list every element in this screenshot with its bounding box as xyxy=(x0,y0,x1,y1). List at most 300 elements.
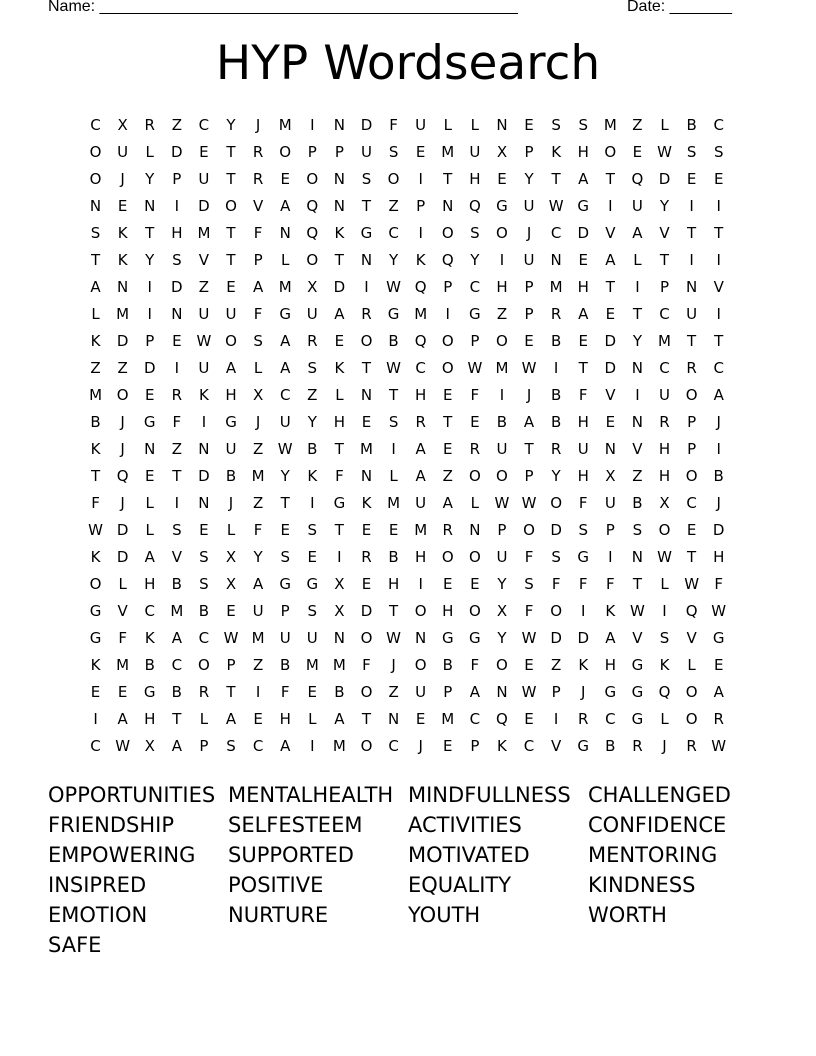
word-list-item: FRIENDSHIP xyxy=(48,813,174,837)
grid-letter: S xyxy=(307,521,318,539)
grid-letter: H xyxy=(225,386,237,404)
grid-letter: L xyxy=(281,251,290,269)
grid-letter: W xyxy=(277,440,293,458)
word-list-item: NURTURE xyxy=(228,903,329,927)
grid-letter: J xyxy=(120,440,125,458)
grid-letter: I xyxy=(716,440,721,458)
grid-letter: O xyxy=(441,548,454,566)
grid-letter: K xyxy=(361,494,372,512)
grid-letter: U xyxy=(686,305,698,323)
grid-letter: Q xyxy=(441,251,454,269)
grid-letter: B xyxy=(686,116,697,134)
grid-letter: F xyxy=(253,224,263,242)
grid-letter: U xyxy=(279,629,291,647)
grid-letter: O xyxy=(198,656,210,674)
grid-letter: Z xyxy=(496,305,508,323)
grid-letter: K xyxy=(199,386,209,404)
grid-letter: K xyxy=(551,143,562,161)
grid-letter: X xyxy=(117,116,128,134)
grid-letter: N xyxy=(198,494,210,512)
grid-letter: Q xyxy=(685,602,698,620)
grid-letter: T xyxy=(687,224,697,242)
grid-letter: S xyxy=(307,602,318,620)
grid-letter: S xyxy=(659,629,670,647)
grid-letter: O xyxy=(468,467,481,485)
grid-letter: R xyxy=(632,737,643,755)
grid-letter: D xyxy=(604,359,617,377)
grid-letter: L xyxy=(470,116,480,134)
grid-letter: G xyxy=(89,629,102,647)
grid-letter: O xyxy=(496,332,508,350)
grid-letter: P xyxy=(443,683,453,701)
grid-letter: H xyxy=(279,710,291,728)
grid-letter: I xyxy=(689,197,694,215)
grid-letter: P xyxy=(280,602,290,620)
grid-letter: T xyxy=(90,467,101,485)
grid-letter: S xyxy=(470,224,480,242)
grid-letter: I xyxy=(310,737,315,755)
grid-letter: T xyxy=(226,683,236,701)
grid-letter: D xyxy=(333,278,346,296)
grid-letter: H xyxy=(415,548,427,566)
grid-letter: R xyxy=(361,305,372,323)
grid-letter: N xyxy=(333,116,345,134)
grid-letter: R xyxy=(686,737,697,755)
grid-letter: L xyxy=(199,710,209,728)
grid-letter: E xyxy=(524,656,534,674)
grid-letter: I xyxy=(337,548,342,566)
grid-letter: F xyxy=(335,467,344,485)
grid-letter: N xyxy=(442,197,454,215)
grid-letter: E xyxy=(713,656,724,674)
grid-letter: H xyxy=(469,170,481,188)
grid-letter: A xyxy=(225,710,237,728)
grid-letter: C xyxy=(550,224,562,242)
grid-letter: A xyxy=(171,629,182,647)
grid-letter: D xyxy=(658,170,671,188)
grid-letter: N xyxy=(360,386,373,404)
grid-letter: Z xyxy=(252,656,264,674)
grid-letter: B xyxy=(334,683,345,701)
grid-letter: F xyxy=(470,656,480,674)
grid-letter: W xyxy=(521,629,537,647)
grid-letter: R xyxy=(307,332,318,350)
grid-letter: N xyxy=(496,116,508,134)
grid-letter: B xyxy=(605,737,616,755)
word-list-item: YOUTH xyxy=(408,903,481,927)
grid-letter: O xyxy=(360,737,373,755)
grid-letter: X xyxy=(605,467,616,485)
word-list-item: WORTH xyxy=(588,903,667,927)
grid-letter: E xyxy=(713,170,724,188)
grid-letter: F xyxy=(470,386,480,404)
grid-letter: M xyxy=(387,494,401,512)
grid-letter: E xyxy=(117,683,128,701)
grid-letter: U xyxy=(198,359,210,377)
grid-letter: R xyxy=(578,710,589,728)
grid-letter: G xyxy=(333,494,346,512)
grid-letter: P xyxy=(524,305,534,323)
grid-letter: N xyxy=(415,629,427,647)
grid-letter: D xyxy=(198,467,210,485)
grid-letter: O xyxy=(279,143,292,161)
grid-letter: E xyxy=(361,575,372,593)
grid-letter: Q xyxy=(414,332,427,350)
date-line: Date: _______ xyxy=(627,0,732,15)
grid-letter: H xyxy=(577,143,589,161)
grid-letter: Z xyxy=(171,440,182,458)
grid-letter: I xyxy=(364,278,369,296)
grid-letter: K xyxy=(605,602,616,620)
grid-letter: U xyxy=(604,494,616,512)
grid-letter: T xyxy=(443,413,453,431)
grid-letter: D xyxy=(712,521,725,539)
grid-letter: M xyxy=(414,305,428,323)
grid-letter: T xyxy=(578,359,588,377)
grid-letter: T xyxy=(172,467,182,485)
grid-letter: O xyxy=(89,575,102,593)
grid-letter: N xyxy=(333,197,345,215)
grid-letter: U xyxy=(496,548,508,566)
grid-letter: A xyxy=(578,170,589,188)
grid-letter: H xyxy=(577,413,589,431)
grid-letter: B xyxy=(171,683,182,701)
grid-letter: P xyxy=(199,737,209,755)
grid-letter: N xyxy=(171,305,183,323)
grid-letter: I xyxy=(201,413,207,431)
grid-letter: V xyxy=(713,278,724,296)
grid-letter: J xyxy=(228,494,234,512)
grid-letter: W xyxy=(386,278,401,296)
grid-letter: T xyxy=(714,224,724,242)
grid-letter: U xyxy=(469,143,481,161)
grid-letter: L xyxy=(470,494,480,512)
grid-letter: T xyxy=(524,440,534,458)
word-list-item: EQUALITY xyxy=(408,873,512,897)
grid-letter: M xyxy=(495,359,509,377)
grid-letter: F xyxy=(714,575,724,593)
grid-letter: A xyxy=(280,737,291,755)
grid-letter: D xyxy=(550,629,562,647)
grid-letter: K xyxy=(497,737,507,755)
word-list-item: POSITIVE xyxy=(228,873,324,897)
grid-letter: C xyxy=(415,359,426,377)
grid-letter: B xyxy=(550,332,562,350)
word-list-item: EMPOWERING xyxy=(48,843,196,867)
grid-letter: A xyxy=(252,575,264,593)
grid-letter: R xyxy=(550,305,562,323)
grid-letter: K xyxy=(659,656,670,674)
grid-letter: G xyxy=(469,629,481,647)
grid-letter: N xyxy=(144,197,156,215)
grid-letter: V xyxy=(117,602,128,620)
grid-letter: E xyxy=(443,575,453,593)
word-list-item: ACTIVITIES xyxy=(408,813,522,837)
grid-letter: O xyxy=(685,386,698,404)
grid-letter: Y xyxy=(307,413,317,431)
grid-letter: J xyxy=(662,737,667,755)
grid-letter: B xyxy=(550,386,562,404)
grid-letter: E xyxy=(524,116,534,134)
grid-letter: I xyxy=(310,116,315,134)
grid-letter: I xyxy=(716,197,721,215)
grid-letter: L xyxy=(253,359,263,377)
grid-letter: Q xyxy=(116,467,129,485)
grid-letter: E xyxy=(361,521,372,539)
grid-letter: R xyxy=(442,521,453,539)
grid-letter: O xyxy=(89,143,102,161)
grid-letter: E xyxy=(144,386,155,404)
grid-letter: L xyxy=(443,116,452,134)
grid-letter: O xyxy=(306,170,319,188)
grid-letter: U xyxy=(306,629,318,647)
worksheet-header xyxy=(48,0,748,20)
grid-letter: Z xyxy=(90,359,101,377)
grid-letter: E xyxy=(497,170,507,188)
grid-letter: M xyxy=(170,602,184,620)
grid-letter: N xyxy=(550,251,562,269)
grid-letter: R xyxy=(144,116,155,134)
grid-letter: Y xyxy=(226,116,236,134)
grid-letter: X xyxy=(496,143,508,161)
grid-letter: Y xyxy=(497,629,507,647)
grid-letter: Y xyxy=(551,467,561,485)
grid-letter: H xyxy=(442,602,454,620)
grid-letter: H xyxy=(713,548,725,566)
grid-letter: P xyxy=(416,197,426,215)
grid-letter: A xyxy=(713,386,724,404)
grid-letter: T xyxy=(145,224,155,242)
grid-letter: P xyxy=(443,278,453,296)
grid-letter: W xyxy=(386,629,401,647)
grid-letter: Z xyxy=(442,467,453,485)
grid-letter: E xyxy=(199,521,209,539)
grid-letter: U xyxy=(415,116,427,134)
grid-letter: N xyxy=(604,440,616,458)
grid-letter: K xyxy=(334,359,345,377)
grid-letter: N xyxy=(631,359,644,377)
grid-letter: A xyxy=(280,197,291,215)
grid-letter: S xyxy=(713,143,724,161)
grid-letter: E xyxy=(307,548,318,566)
grid-letter: O xyxy=(496,467,508,485)
grid-letter: W xyxy=(521,494,537,512)
grid-letter: T xyxy=(551,170,561,188)
grid-letter: B xyxy=(550,413,562,431)
grid-letter: F xyxy=(524,548,534,566)
grid-letter: D xyxy=(604,332,617,350)
grid-letter: T xyxy=(714,332,724,350)
grid-letter: T xyxy=(388,386,399,404)
word-list-item: MENTORING xyxy=(588,843,718,867)
grid-letter: R xyxy=(415,413,426,431)
grid-letter: E xyxy=(605,413,616,431)
grid-letter: W xyxy=(386,359,401,377)
grid-letter: Y xyxy=(470,251,480,269)
grid-letter: T xyxy=(632,575,642,593)
grid-letter: A xyxy=(144,548,155,566)
grid-letter: G xyxy=(577,197,590,215)
grid-letter: U xyxy=(117,143,129,161)
grid-letter: O xyxy=(306,251,319,269)
grid-letter: X xyxy=(496,602,508,620)
grid-letter: E xyxy=(443,440,453,458)
grid-letter: T xyxy=(172,710,182,728)
grid-letter: H xyxy=(577,278,589,296)
grid-letter: P xyxy=(605,521,615,539)
grid-letter: S xyxy=(90,224,101,242)
grid-letter: Q xyxy=(306,197,319,215)
grid-letter: B xyxy=(198,602,210,620)
grid-letter: B xyxy=(144,656,155,674)
grid-letter: O xyxy=(441,359,454,377)
grid-letter: F xyxy=(280,683,290,701)
grid-letter: M xyxy=(441,710,455,728)
grid-letter: G xyxy=(712,629,725,647)
grid-letter: S xyxy=(632,521,643,539)
grid-letter: E xyxy=(226,602,236,620)
grid-letter: O xyxy=(414,656,427,674)
grid-letter: P xyxy=(226,656,236,674)
grid-letter: S xyxy=(388,413,399,431)
grid-letter: E xyxy=(361,413,372,431)
grid-letter: R xyxy=(361,548,372,566)
grid-letter: U xyxy=(279,413,291,431)
grid-letter: M xyxy=(414,521,428,539)
grid-letter: G xyxy=(441,629,454,647)
grid-letter: L xyxy=(118,575,127,593)
grid-letter: S xyxy=(172,521,182,539)
grid-letter: E xyxy=(415,710,426,728)
grid-letter: H xyxy=(658,440,671,458)
grid-letter: R xyxy=(550,440,562,458)
grid-letter: G xyxy=(279,305,292,323)
grid-letter: K xyxy=(144,629,155,647)
word-list-item: SUPPORTED xyxy=(228,843,354,867)
grid-letter: O xyxy=(550,494,563,512)
word-list-item: EMOTION xyxy=(48,903,148,927)
grid-letter: S xyxy=(307,359,318,377)
grid-letter: L xyxy=(687,656,696,674)
grid-letter: R xyxy=(198,683,210,701)
grid-letter: P xyxy=(307,143,317,161)
grid-letter: C xyxy=(198,116,210,134)
grid-letter: N xyxy=(144,440,156,458)
grid-letter: E xyxy=(117,197,128,215)
grid-letter: E xyxy=(388,521,399,539)
grid-letter: M xyxy=(116,305,130,323)
grid-letter: O xyxy=(414,602,427,620)
grid-letter: W xyxy=(521,359,537,377)
grid-letter: L xyxy=(145,521,154,539)
grid-letter: F xyxy=(253,305,263,323)
grid-letter: N xyxy=(333,170,345,188)
grid-letter: J xyxy=(255,413,261,431)
grid-letter: Q xyxy=(468,197,481,215)
grid-letter: T xyxy=(659,251,670,269)
word-list xyxy=(48,780,768,960)
grid-letter: V xyxy=(686,629,697,647)
grid-letter: M xyxy=(441,143,455,161)
grid-letter: S xyxy=(199,575,209,593)
grid-letter: K xyxy=(90,440,101,458)
grid-letter: W xyxy=(467,359,483,377)
grid-letter: H xyxy=(144,710,156,728)
grid-letter: S xyxy=(551,116,561,134)
grid-letter: F xyxy=(606,575,615,593)
grid-letter: B xyxy=(90,413,101,431)
grid-letter: B xyxy=(713,467,724,485)
grid-letter: A xyxy=(442,494,453,512)
grid-letter: D xyxy=(550,521,562,539)
grid-letter: G xyxy=(604,683,617,701)
grid-letter: D xyxy=(360,602,373,620)
grid-letter: C xyxy=(686,494,697,512)
grid-letter: T xyxy=(90,251,101,269)
grid-letter: A xyxy=(225,359,237,377)
grid-letter: D xyxy=(116,548,129,566)
grid-letter: V xyxy=(605,386,616,404)
grid-letter: Z xyxy=(171,116,182,134)
grid-letter: E xyxy=(199,143,209,161)
grid-letter: K xyxy=(90,332,101,350)
grid-letter: B xyxy=(171,575,182,593)
grid-letter: E xyxy=(443,386,453,404)
grid-letter: E xyxy=(578,251,588,269)
grid-letter: C xyxy=(523,737,535,755)
grid-letter: B xyxy=(280,656,291,674)
word-list-item: SAFE xyxy=(48,933,102,957)
grid-letter: Z xyxy=(307,386,318,404)
grid-letter: D xyxy=(171,143,183,161)
grid-letter: M xyxy=(603,116,617,134)
grid-letter: X xyxy=(252,386,264,404)
grid-letter: D xyxy=(116,521,129,539)
grid-letter: C xyxy=(659,305,670,323)
grid-letter: P xyxy=(687,440,697,458)
grid-letter: D xyxy=(171,278,183,296)
grid-letter: B xyxy=(442,656,453,674)
grid-letter: J xyxy=(391,656,396,674)
grid-letter: C xyxy=(171,656,183,674)
grid-letter: J xyxy=(120,413,125,431)
grid-letter: N xyxy=(631,413,644,431)
grid-letter: H xyxy=(415,386,427,404)
grid-letter: O xyxy=(523,521,535,539)
grid-letter: B xyxy=(307,440,318,458)
grid-letter: N xyxy=(279,224,291,242)
grid-letter: E xyxy=(524,332,534,350)
grid-letter: I xyxy=(310,494,315,512)
grid-letter: J xyxy=(526,386,532,404)
grid-letter: T xyxy=(334,251,344,269)
word-list-item: SELFESTEEM xyxy=(228,813,363,837)
grid-letter: A xyxy=(605,251,616,269)
grid-letter: M xyxy=(549,278,563,296)
grid-letter: S xyxy=(361,170,372,188)
grid-letter: A xyxy=(334,710,345,728)
grid-letter: C xyxy=(605,710,616,728)
grid-letter: O xyxy=(550,602,563,620)
grid-letter: G xyxy=(631,683,644,701)
grid-letter: J xyxy=(120,494,125,512)
grid-letter: M xyxy=(658,332,671,350)
grid-letter: N xyxy=(387,710,400,728)
grid-letter: G xyxy=(279,575,292,593)
grid-letter: P xyxy=(470,737,480,755)
grid-letter: W xyxy=(196,332,212,350)
grid-letter: F xyxy=(253,521,263,539)
